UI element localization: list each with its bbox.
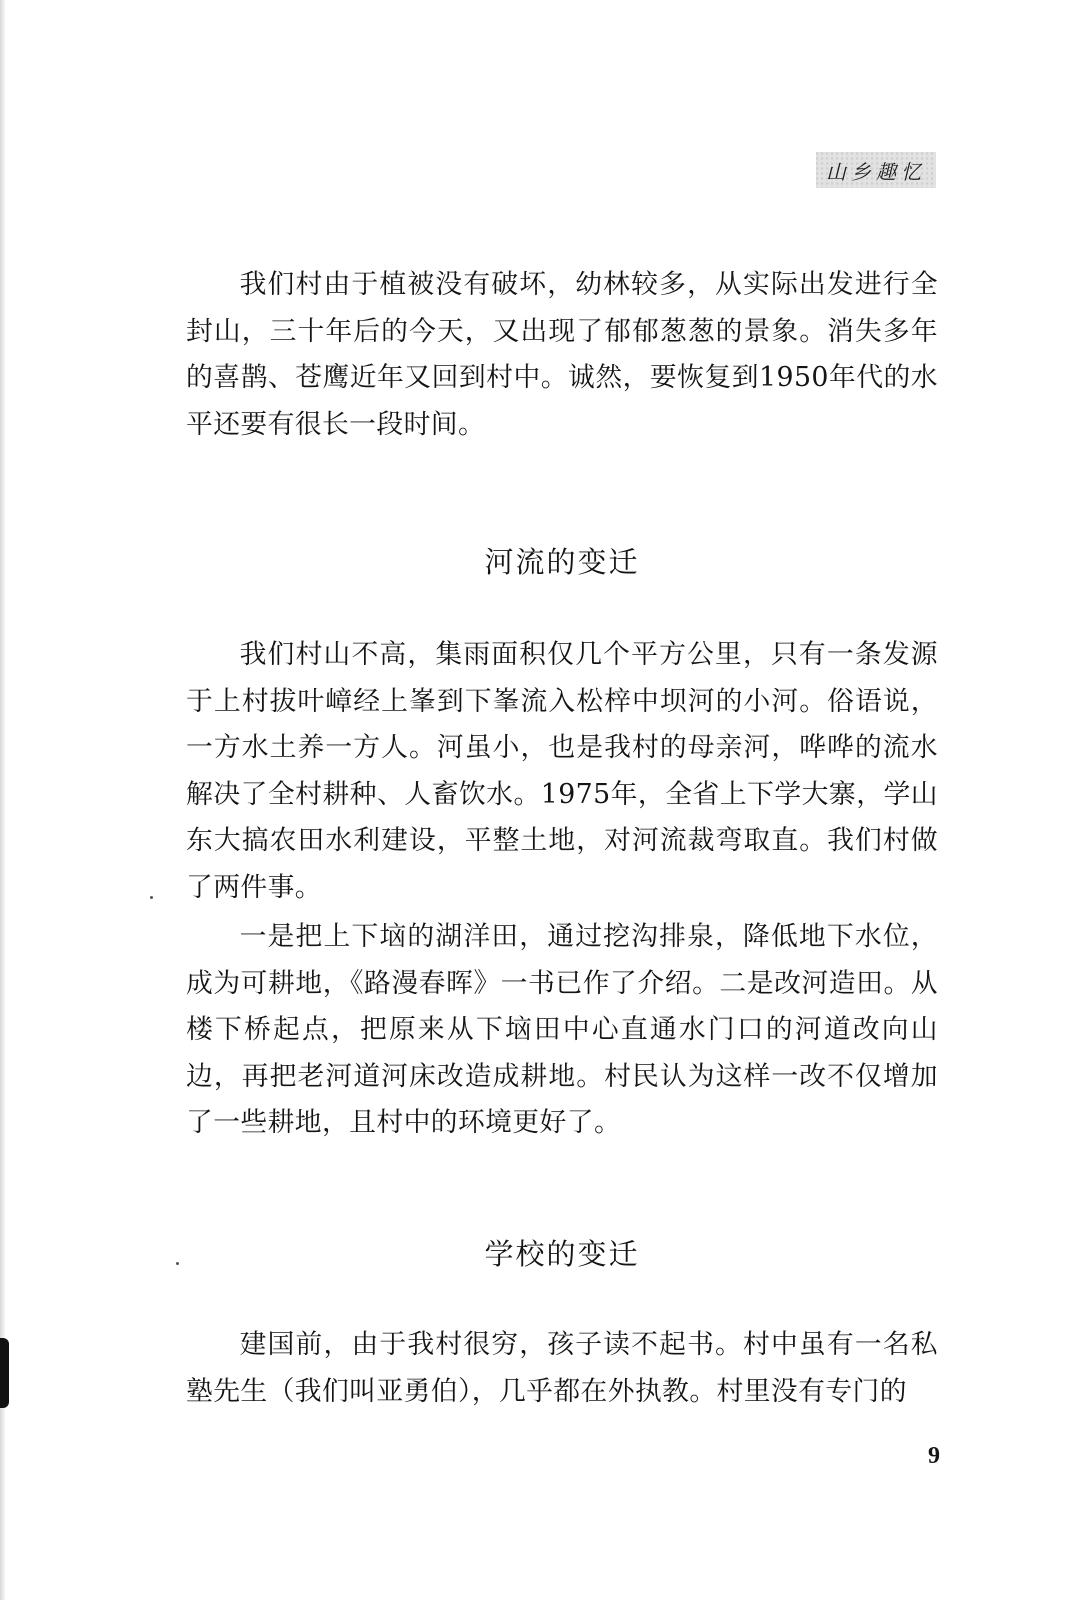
scan-ink-blot	[0, 1338, 9, 1408]
running-header: 山乡趣忆	[816, 152, 936, 188]
school-paragraph-1: 建国前，由于我村很穷，孩子读不起书。村中虽有一名私塾先生（我们叫亚勇伯），几乎都在外执教。村里没有专门的	[186, 1329, 938, 1407]
section-title-river: 河流的变迁	[484, 545, 640, 579]
page-number: 9	[928, 1443, 940, 1469]
section-title-school: 学校的变迁	[484, 1237, 640, 1271]
scan-speck	[150, 896, 153, 899]
intro-paragraph: 我们村由于植被没有破坏，幼林较多，从实际出发进行全封山，三十年后的今天，又出现了郁郁葱葱的景象。消失多年的喜鹊、苍鹰近年又回到村中。诚然，要恢复到1950年代的水平还要有很长一段时间。	[186, 269, 938, 440]
river-paragraph-1: 我们村山不高，集雨面积仅几个平方公里，只有一条发源于上村拔叶嶂经上峯到下峯流入松梓中坝河的小河。俗语说，一方水土养一方人。河虽小，也是我村的母亲河，哗哗的流水解决了全村耕种、人畜饮水。1975年，全省上下学大寨，学山东大搞农田水利建设，平整土地，对河流裁弯取直。我们村做了两件事。	[186, 639, 938, 903]
scan-speck	[176, 1262, 179, 1265]
river-paragraph-2: 一是把上下垴的湖洋田，通过挖沟排泉，降低地下水位，成为可耕地，《路漫春晖》一书已作了介绍。二是改河造田。从楼下桥起点，把原来从下垴田中心直通水门口的河道改向山边，再把老河道河床改造成耕地。村民认为这样一改不仅增加了一些耕地，且村中的环境更好了。	[186, 921, 938, 1138]
